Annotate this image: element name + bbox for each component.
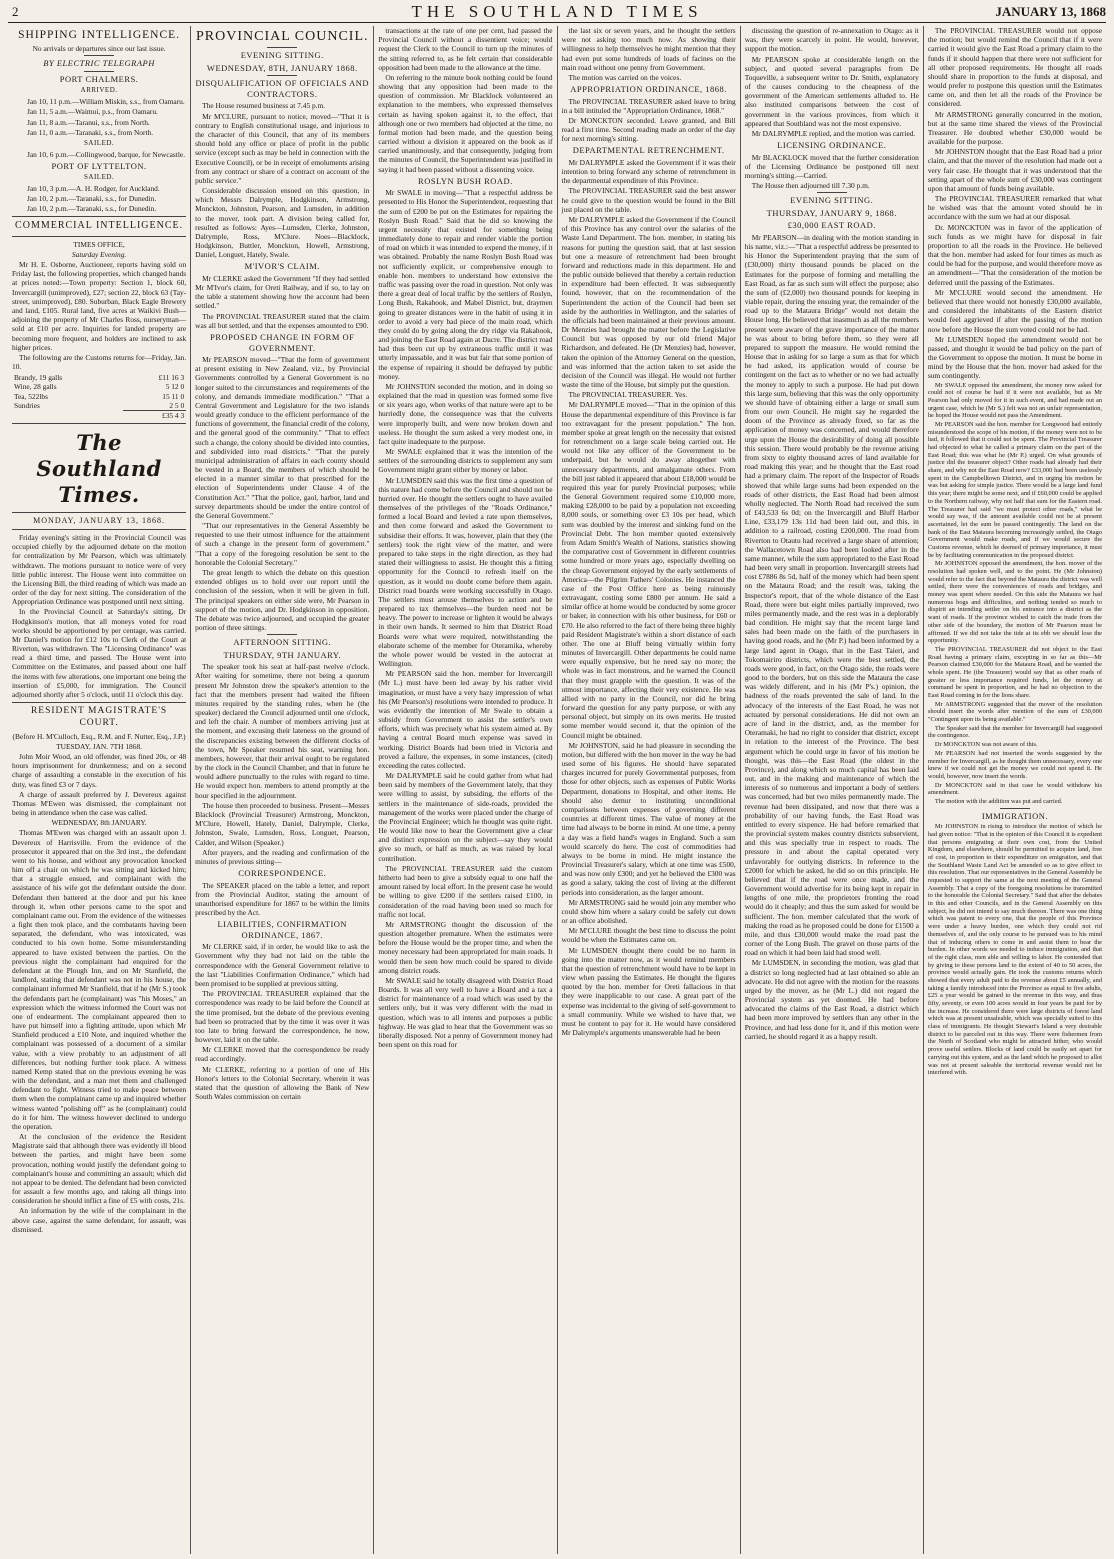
sitting-heading: EVENING SITTING. — [240, 50, 324, 61]
council-paragraph: The PROVINCIAL TREASURER stated that the claim was all but settled, and that the expenses amounted to £90. — [195, 311, 370, 330]
council-paragraph: The PROVINCIAL TREASURER said the custom hitherto had been to give a subsidy equal to one half the amount raised by local effort. In the present case he would be willing to give £200 if the settlers raised £100, in consideration of the road having been used so much for traffic not local. — [378, 863, 553, 919]
council-paragraph: Mr JOHNSTON opposed the amendment, the hon. mover of the resolution had spoken well, and to the point. He (Mr Johnston) would refer to the fact that beyond the Mataura the district was well settled, there were the conveniences of roads and bridges, and money was spent where needed. On this side the Mataura we had numerous bogs and difficulties, and nothing tended so much to dispirit an intending settler on his entrance into a district as the want of roads. If the province wished to catch the trade from the other side of the boundary, the motion of Mr Pearson must be affirmed. If we did not take the tide at its ebb we should lose the opportunity. — [927, 560, 1103, 645]
council-paragraph: Mr ARMSTRONG said he would join any member who could show him where a salary could be safely cut down or an office abolished. — [561, 897, 736, 926]
commercial-body: Mr H. E. Osborne, Auctioneer, reports having sold on Friday last, the following properties, which changed hands at prices noted:—Town property: Section 1, block 60, Invercargill (unimproved), £27; section 22, block 63 (Tay-street, unimproved), £80. Suburban, Black Eagle Brewery and land, £105. Rural land, five acres at Waikivi Bush—adjoining the property of Mr Charles Ross, nurseryman—sold at £10 per acre. Inquiries for landed property are becoming more frequent, and holders are inclined to ask higher prices. — [12, 260, 187, 352]
section-heading: M'IVOR'S CLAIM. — [244, 261, 320, 272]
customs-row — [12, 373, 186, 382]
column-3 — [374, 26, 557, 1554]
council-paragraph: Dr. MONCKTON was in favor of the application of such funds as we might have for disposal in fair proportion to all the roads in the Province. He believed that the hon. member had asked for four times as much as could be had for the purpose, and would therefore move as an amendment—"That the consideration of the motion be deferred until the passing of the Estimates. — [927, 222, 1103, 287]
column-4 — [558, 26, 741, 1554]
sailing-entry: Jan 10, 2 p.m.—Taranaki, s.s., for Dunedin. — [27, 194, 157, 204]
paper-title: The Southland Times. — [36, 430, 162, 508]
arrival-entry: Jan 11, 0 a.m.—Taranaki, s.s., from North. — [27, 127, 154, 137]
section-heading: APPROPRIATION ORDINANCE, 1868. — [570, 84, 727, 95]
council-paragraph: Mr PEARSON moved—"That the form of government at present existing in New Zealand, viz., by Provincial Governments controlled by a General Government is no longer suited to the circumstances and requirements of the colony, and demands immediate modification." "That a Central Government and Legislature for the two islands would greatly conduce to the efficient performance of the functions of government, the financial credit of the colony, and the general good of the community." "That to effect such a change, the colony should be divided into counties, and subdivided into road districts." "That the purely municipal administration of affairs in each county should be vested in a Board, the members of which should be elected in a manner similar to that prescribed for the election of Superintendents under Clause 4 of the Constitution Act." "That the police, gaol, harbor, land and survey departments should be under the entire control of the General Government." — [195, 355, 370, 520]
leader-dateline: MONDAY, JANUARY 13, 1868. — [33, 516, 165, 526]
arrived-label: ARRIVED. — [80, 86, 118, 95]
council-paragraph: Mr PEARSON—in dealing with the motion standing in his name, viz.:—"That a respectful address be presented to his Honor the Superintendent praying that the sum of (£30,000) thirty thousand pounds be placed on the Estimates for the purpose of forming and metalling the East Road, as far as such sum will effect the purpose; also the sum of (£2,000) two thousand pounds for keeping in viable repair, during the ensuing year, the remainder of the road up to the Mataura Bridge" would not detain the House long. He believed that inasmuch as all the members present were aware of the grave importance of the matter he was about to bring before them, so they were all prepared to support the measure. He would remind the House that in asking for so large a sum as that for which he had asked, its application would of course be contingent on the fact as to whether or no we had actually the money to apply to such a purpose. He had put down this large sum, believing that this was the only opportunity we should have of obtaining either a large or small sum from our own Council. He might say he regarded the doom of the Province as already fixed, so far as the application of money was concerned, and would therefore urge upon the House the desirability of doing all possible this session. There would probably be the revenue arising from sixty to eighty thousand acres of land available for road making this year; and he thought that the East road had a primary claim. The report of the Inspector of Roads showed that while large sums had been expended on the roads of other districts, the East Road had been almost wholly neglected. The North Road had received the sum of £43,533 6s 0d; on the Invercargill and Bluff Harbor Line, £33,179 13s 11d had been laid out, and this, in addition to a railroad, costing £200,000. The road from Riverton to Otautu had received a large share of attention; the Wallacetown Road also had been looked after in the same manner, while the sum appropriated to the East Road had been very small in proportion. Invercargill streets had cost £7886 8s 5d, half of the money which had been spent on the Mataura Road; and the result was, taking the Inspector's report, that of the whole distance of the East Road, there were but eight miles partially improved, two miles permanently made, and the rest was in a deplorably bad condition. He might say that the recent large land sales had been made on the faith of the purchasers in having good roads, and he (Mr P.) had been informed by a large land agent in Otago, that in the East Taieri, and Tokomairiro districts, which were the best settled, the roads were good, in fact, on the Otago side, the roads were good to the borders, but on this side the Mataura the case was widely different, and in his (Mr P's.) opinion, the badness of the roads prevented the sale of land. In the advocacy of the interests of the East Road, he was not actuated by personal considerations. He did not own an acre of land in the district, and, as the member for Oteramaki, he had no right to consider that district, except in relation to the interest of the Province. The best argument which he could urge in favor of his motion he thought, was this—the East Road (the oldest in the Province), and along which so much capital has been laid out, and in the making and maintenance of which the interests of so numerous and important a body of settlers was concerned, had but two miles permanently made. The revenue had been dissipated, and now that there was a probability of our having funds, the East Road was entitled to every sixpence. He had before remarked that the provincial system makes country districts subservient, and this was specially true in respect to roads. The pressure in and about the capital operated very unfavorably for outlying districts. In reference to the £2000 for which he asked, he did so on this principle. He believed that if the road were once made, and the Government would advertise for its being kept in repair in lengths of one mile, the proprietors fronting the road would do it cheaply; and thus the sum asked for would be sufficient. The hon. member calculated that the work of making the road as he proposed could be done for £1500 a mile, and thus £30,000 would make the road past the corner of the Long Bush. The gravel on those parts of the road on which it had been laid had stood well. — [744, 232, 919, 958]
council-paragraph: Mr LUMSDEN hoped the amendment would not be passed, and thought it would be bad policy on the part of the Government to oppose the motion. It must be borne in mind by the House that the hon. mover had asked for the sum contingently. — [927, 334, 1103, 381]
court-bench: (Before H. M'Culloch, Esq., R.M. and F. Nutter, Esq., J.P.) — [12, 731, 186, 741]
council-paragraph: Mr M'CLURE would second the amendment. He believed that there would not honestly £30,000 available, and considered the inhabitants of the Eastern district would feel aggrieved if after the passing of the motion now before the House the sum voted could not be had. — [927, 287, 1103, 334]
customs-item: Brandy, 19 galls — [14, 373, 63, 383]
commercial-heading: COMMERCIAL INTELLIGENCE. — [15, 220, 184, 232]
section-heading: DISQUALIFICATION OF OFFICIALS AND CONTRACTORS. — [195, 78, 370, 99]
council-paragraph: Mr CLERKE asked the Government "If they had settled Mr M'Ivor's claim, for Oreti Railway, and if so, to lay on the table a statement showing how the account had been settled." — [195, 273, 370, 311]
divider — [12, 512, 186, 513]
council-paragraph: Mr JOHNSTON seconded the motion, and in doing so explained that the road in question was formed some five or six years ago, when works of that nature were apt to be hurriedly done, the consequence was that the culverts were improperly built, and were now broken down and useless. He thought the sum asked a very modest one, in fact quite inadequate to the purpose. — [378, 381, 553, 446]
council-paragraph: Mr PEARSON said the hon. member for Invercargill (Mr L.) must have been led away by his rather vivid imagination, or must have a very hazy impression of what his (Mr Pearson's) resolutions were intended to produce. It was evidently the intention of Mr Swale to obtain a subsidy from Government to assist the settler's own efforts, which was precisely what his system aimed at. By having a central Board much expense was saved in working. District Boards had been tried in Victoria and proved a failure, the expenses, in some instances, (cited) exceeding the rates collected. — [378, 669, 553, 770]
council-paragraph: The PROVINCIAL TREASURER would not oppose the motion; but would remind the Council that if it were carried it would give the East Road a primary claim to the funds if it should happen that there were not sufficient for all other proposed requirements. He thought all roads should share in proportion to the funds at disposal, and would prefer to postpone this question until the Estimates came on, and then let all the roads of the Province be considered. — [927, 26, 1103, 109]
arrival-entry: Jan 11, 5 a.m.—Waimui, p.s., from Oamaru. — [27, 107, 158, 117]
column-2 — [191, 26, 374, 1554]
council-paragraph: Mr ARMSTRONG suggested that the mover of the resolution should insert the words after mention of the sum of £30,000 "Contingent upon its being available." — [927, 700, 1103, 724]
lyttelton-heading: PORT OF LYTTELTON. — [51, 160, 147, 171]
council-paragraph: The House resumed business at 7.45 p.m. — [202, 101, 326, 111]
sitting-date: THURSDAY, 9TH JANUARY. — [223, 649, 342, 660]
masthead-rule — [8, 22, 1106, 23]
council-paragraph: Mr LUMSDEN thought there could be no harm in going into the matter now, as it would remind members that the question of retrenchment would have to be kept in view when passing the Estimates. He thought the figures quoted by the hon. member for Oreti fallacious in that they were inapplicable to our case. A great part of the expense was incidental to the giving of self-government to a small community. While we wished to have that, we must be content to pay for it. He would have considered Mr Dalrymple's arguments unanswerable had he been — [561, 945, 736, 1038]
council-paragraph: The motion was carried on the voices. — [568, 72, 682, 82]
council-paragraph: Mr LUMSDEN said this was the first time a question of this nature had come before the Council and should not be hurried over. He thought the settlers ought to have availed themselves of the privileges of the "Roads Ordinance," formed a local Board and levied a rate upon themselves, and then come forward and asked the Government to subsidise their efforts. It was, however, plain that they (the settlers) took the right view of the matter, and were prepared to take steps in the right direction, as they had stated their willingness to assist. He thought this a fitting opportunity for the Council to refresh itself on the question, as it would no doubt come before them again. District road boards were working successfully in Otago. The settlers must arouse themselves to action and be prepared to tax themselves—the burden need not be heavy. The power to increase or lighten it would be always in their own hands. It seemed to him that District Road Boards were what were required, notwithstanding the elaborate scheme of the member for Oteramika, whereby the whole power would be vested in the autocrat at Wellington. — [378, 475, 553, 669]
council-paragraph: The house then proceeded to business. Present—Messrs Blacklock (Provincial Treasurer) Armstrong, Monckton, M'Clure, Howell, Hately, Daniel, Dalrymple, Clerke, Johnston, Swale, Lumsden, Ross, Longuet, Pearson, Calder, and Wilson (Speaker.) — [195, 800, 370, 847]
sailed-label: SAILED. — [84, 173, 115, 182]
council-paragraph: Mr DALRYMPLE moved—"That in the opinion of this House the departmental expenditure of this Province is far too extravagant for the present population." The hon. member spoke at great length on the necessity that existed for retrenchment on a large scale being carried out. He would not like any officer of the Government to be underpaid, but he would do away altogether with unnecessary departments, and amalgamate others. From the bill just tabled it appeared that about £18,000 would be required this year for purely Provincial purposes; while the General Government required some £10,000 more, making £28,000 to be paid by a population not exceeding 8,000 souls, or something over £3 10s per head, which sum was doubled by the interest and sinking fund on the Provincial Debt. The hon member quoted extensively from Adam Smith's Wealth of Nations, statistics showing the comparative cost of Government in different countries some hundred or more years ago, especially dwelling on the cheap Government enjoyed by the early settlements of America—the Pilgrim Fathers' Colonies. He instanced the case of the Post Office here as being ruinously extravagant, costing some £800 per annum. He said a similar office at home would be conducted by some grocer or baker, in connection with his other business, for £60 or £70. He also referred to the fact of there being three highly paid Resident Magistrate's within a short distance of each other. The one at Bluff being virtually within forty minutes of Invercargill. Other departments he could name were equally expensive, but he need say no more; the whole was in fact monstrous, and he warned the Council that they must grapple with the question. It was of the utmost importance, affecting their very existence. He was allied with no party in the Council, nor did he bring forward the question for any party purpose, or with any personal object, but simply on its own merits. He trusted some member would second it, that the opinion of the Council might be obtained. — [561, 400, 736, 740]
shipping-heading: SHIPPING INTELLIGENCE. — [18, 29, 181, 41]
divider — [817, 192, 847, 193]
council-paragraph: Mr SWALE explained that it was the intention of the settlers of the surrounding districts to supplement any sum Government might grant either by money or labor. — [378, 447, 553, 475]
council-paragraph: Dr MONCKTON was not aware of this. — [934, 741, 1038, 749]
arrival-entry: Jan 10, 11 p.m.—William Miskin, s.s., from Oamaru. — [27, 97, 185, 107]
sitting-heading: AFTERNOON SITTING. — [233, 637, 332, 648]
divider — [267, 47, 297, 48]
customs-row — [12, 392, 186, 401]
customs-item: Wine, 28 galls — [14, 382, 57, 392]
times-office: TIMES OFFICE, — [73, 239, 125, 249]
council-paragraph: After prayers, and the reading and confirmation of the minutes of previous sitting— — [195, 847, 370, 866]
council-paragraph: The PROVINCIAL TREASURER asked leave to bring in a bill intituled the "Appropriation Ordinance, 1868." — [561, 96, 736, 115]
customs-total-row — [12, 410, 186, 420]
divider — [267, 75, 297, 76]
divider — [84, 71, 114, 72]
council-paragraph: the last six or seven years, and he thought the settlers were not asking too much now. As showing their willingness to help themselves he might mention that they had even put some hundreds of loads of facines on the main road without one penny from Government. — [561, 26, 736, 72]
divider — [267, 634, 297, 635]
council-paragraph: The SPEAKER placed on the table a letter, and report from the Provincial Auditor, stating the amount of unauthorised expenditure for 1867 to be within the limits prescribed by the Act. — [195, 880, 370, 918]
masthead-date: JANUARY 13, 1868 — [995, 4, 1106, 19]
divider — [12, 216, 186, 217]
council-paragraph: The speaker took his seat at half-past twelve o'clock. After waiting for sometime, there not being a quorum present Mr Johnston drew the speaker's attention to the fact that the members present had waited the fifteen minutes required by the standing rules, when he (the speaker) declared the Council adjourned until one o'clock, and left the chair. A number of members arriving just at the moment, and excusing their lateness on the ground of the discrepancies existing between the different clocks of the town, Mr Speaker resumed his seat, warning hon. members, however, that their arrival ought to be regulated by the clock in the Council Chamber, and that in future he would adhere punctually to the rules with regard to time. He would expect hon. members to attend promptly at the hour specified in the adjournment. — [195, 662, 370, 800]
council-paragraph: The great length to which the debate on this question extended obliges us to hold over our report until the conclusion of the session, when it will be given in full. The principal speakers on either side were, Mr Pearson in support of the motion, and Dr. Hodgkinson in opposition. The debate was twice adjourned, and occupied the greater portion of three sittings. — [195, 567, 370, 633]
court-heading: RESIDENT MAGISTRATE'S COURT. — [30, 706, 168, 728]
council-paragraph: "That our representatives in the General Assembly be requested to use their utmost influence for the attainment of such a change in the present form of government." "That a copy of the foregoing resolution be sent to the honorable the Colonial Secretary." — [195, 521, 370, 567]
customs-value: £11 16 3 — [158, 373, 185, 383]
sitting-date: THURSDAY, JANUARY 9, 1868. — [766, 207, 897, 218]
saturday-evening: Saturday Evening. — [71, 249, 127, 259]
council-paragraph: Mr PEARSON had not inserted the words suggested by the member for Invercargill, as he thought them unnecessary, every one knew if we could not get the money we could not spend it. He would, however, now insert the words. — [927, 749, 1103, 780]
council-paragraph: The PROVINCIAL TREASURER. Yes. — [568, 390, 688, 400]
section-heading: DEPARTMENTAL RETRENCHMENT. — [572, 145, 725, 156]
section-heading: ROSLYN BUSH ROAD. — [418, 175, 513, 186]
council-paragraph: Mr DALRYMPLE asked the Government if it was their intention to bring forward any scheme of retrenchment in the departmental expenditure of this Province. — [561, 157, 736, 186]
section-heading: LICENSING ORDINANCE. — [777, 140, 887, 151]
customs-item: Tea, 522lbs — [14, 391, 48, 401]
council-paragraph: Mr SWALE in moving—"That a respectful address be presented to His Honor the Superintendent, requesting that the sum of £200 be put on the Estimates for repairing the Roslyn Bush Road." Said that he did so knowing the urgent necessity that existed for something being immediately done to repair and render viable the portion of road on which it was intended to expend the money, if it was obtained. Probably the name Roslyn Bush Road was not sufficiently explicit, or comprehensive enough to enable hon. members to understand how extensive the traffic was passing over the road in question. Not only was there a great deal of local traffic by the settlers of Roslyn, Long Bush, Rakahook, and Mabel District, but, draymen going to greater distances were in the habit of using it in order to avoid a very bad piece of the main road, which they could do by going along the dry ridge via Rakahook, and joining the East Road again at Dacre. The district road had thus been cut up by extraneous traffic until it was utterly impassable, and it was but fair that some portion of the expense of repairing it should be defrayed by public money. — [378, 188, 553, 381]
section-heading: LIABILITIES, CONFIRMATION ORDINANCE, 1867. — [217, 919, 348, 940]
council-heading: PROVINCIAL COUNCIL. — [196, 29, 369, 44]
council-paragraph: The motion with the addition was put and carried. — [934, 797, 1063, 805]
council-paragraph: Mr SWALE opposed the amendment, the money now asked for could not of course be had if it were not available, but as Mr Pearson had only moved for it in such event, and had made out an urgent case, which he (Mr S.) felt was not an unfair representation, he hoped the House would not pass the Amendment. — [927, 381, 1103, 420]
leader-paragraph: In the Provincial Council at Saturday's sitting, Dr Hodgkinson's motion, that all moneys voted for road works should be apportioned by per centage, was carried. Mr Daniel's motion for £12 10s to Clerk of the Court at Riverton, was withdrawn. The "Licensing Ordinance" was read a third time, and passed. The House went into Committee on the Estimates, and passed about one half the items with few alterations, one important one being the insertion of £5,000, for immigration. The Council adjourned shortly after 5 o'clock, until 11 o'clock this day. — [12, 607, 187, 699]
council-paragraph: Mr PEARSON said the hon. member for Longwood had entirely misunderstood the scope of his motion, if the money were not to be had, it followed that it could not be spent. The Provincial Treasurer had objected to what he called a primary claim on the part of the East Road; this was what he (Mr P.) urged. On what grounds of justice did the treasurer object? Other roads had already had their share, and why not the East Road now? £33,000 had been uselessly spent in the Campbelltown District, and in urging his motion he was but asking for simple justice. There would be a large land fund this year; there might be some next, and if £60,000 could be applied to the Northern railway, why not half that sum for the Eastern road. The Treasurer had said "we must protect other roads," what he would say was, if the amount available could not be at present ascertained, let the sum be passed contingently. The land on the bank of the East Mataura becoming increasingly settled, the Otago Government would make roads, and if we would secure the Customs revenue, which he deemed of primary importance, it must be by facilitating communication in the proposed district. — [927, 420, 1103, 559]
sitting-heading: EVENING SITTING. — [790, 195, 874, 206]
column-6 — [924, 26, 1106, 1554]
customs-value: 2 5 0 — [169, 400, 185, 410]
council-paragraph: Mr JOHNSTON thought that the East Road had a prior claim, and that the mover of the resolution had made out a very fair case. He thought that it was understood that the setting apart of the whole sum of £30,000 was contingent upon that amount of funds being available. — [927, 147, 1103, 193]
council-paragraph: Mr JOHNSTON, said he had pleasure in seconding the motion, but differed with the hon mover in the way he had used some of his figures. He should have separated charges incurred for purely Governmental purposes, from those for other objects, such as expenses of Public Works Department, donations to Hospital, and other items. He should also demur to instituting unconditional comparisons between expenses of governing different countries at different times. The value of money at the time had always to be borne in mind. At one time, a penny a day was a field hand's wages in England. Such a sum would scarcely do here. The cost of commodities had always to be borne in mind. He might instance the Provincial Treasurer's salary, which at one time was £500, and was now only £300; and yet he believed the £300 was as good a salary, taking the cost of living at the different periods into consideration, as the larger amount. — [561, 740, 736, 897]
telegraph-heading: BY ELECTRIC TELEGRAPH — [43, 58, 155, 69]
council-paragraph: Mr M'CLURE thought the best time to discuss the point would be when the Estimates came on. — [561, 926, 736, 945]
customs-table — [12, 373, 186, 420]
customs-value: 15 11 0 — [162, 391, 185, 401]
council-paragraph: On referring to the minute book nothing could be found showing that any opposition had been made to the question of commission. Mr Blacklock volunteered an explanation to the members, who expressed themselves certain as having spoken against it, to the effect, that although one or two members had objected at the time, no formal motion had been made, and the question being carried without a division it appeared on the book as if carried unanimously, and that consequently, judging from the minutes of Council, the Superintendent was justified in saying it had been passed without a dissenting voice. — [378, 72, 553, 174]
council-paragraph: Mr CLERKE moved that the correspondence be ready read accordingly. — [195, 1045, 370, 1064]
sitting-date: WEDNESDAY, 8TH, JANUARY 1868. — [206, 62, 358, 73]
customs-value: 5 12 0 — [165, 382, 185, 392]
leader-paragraph: Friday evening's sitting in the Provincial Council was occupied chiefly by the adjourned debate on the motion for centralization by Mr Pearson, which was ultimately withdrawn. The motions pursuant to notice were of very little public interest. The House went into committee on the Licensing Bill, the third reading of which was made an order of the day for next sitting. The consideration of the Appropriation Ordinance was postponed until next sitting. — [12, 533, 187, 607]
divider — [12, 702, 186, 703]
council-paragraph: Mr SWALE said he totally disagreed with District Road Boards. It was all very well to have a Board and a tax a district for maintenance of a road which was used by the settlers only, but it was very different with the road in question, which was to all intents and purposes a public highway. He was glad to hear that the Government was so liberally disposed. Not a penny of Government money had been spent on this road for — [378, 975, 553, 1050]
council-paragraph: Mr JOHNSTON in rising to introduce the motion of which he had given notice: "That in the opinion of this Council it is expedient that persons emigrating at their own cost, from the United Kingdom, and elsewhere, should be permitted to acquire land, free of cost, in proportion to their expenditure on emigration, and that the Southland Waste Land Act be amended so as to give effect to this resolution. That our representatives in the General Assembly be requested to support the same at the next meeting of the General Assembly. That a copy of the foregoing resolutions be transmitted to the honorable the Colonial Secretary." Said that after the debates in this and other Councils, and in the General Assembly on this subject, he did not intend to say much thereon. There was one thing which was patent to every one, that the people of this Province were under a heavy burden, one which they could not rid themselves of, and the only course to be pursued was to his mind that of inducing others to come in and assist them to bear the burden. In other words we needed to induce immigration, and that of the right class, men able and willing to labor. He contended that by giving to these persons land to the extent of 40 to 50 acres, the province would actually gain. He took the customs returns which showed that every adult paid to the revenue about £5 annually, and taking a family introduced into the Province as equal to five adults, £25 a year would be gained to the revenue in this way, and thus fifty, seventy, or even 100 acres would in four years be paid for by the increase. He considered there were large districts of forest land which was at present unsaleable, which was specially suited to this class of immigrants. He thought Stewart's Island a very desirable district to be parceled out in this way. There were fishermen from the North of Scotland who might be attracted hither, who would prove useful settlers. Blocks of land could be easily set apart for carrying out this system, and as the land which he proposed to allot was not at present saleable the territorial revenue would not be interfered with. — [927, 823, 1103, 1077]
court-paragraph: At the conclusion of the evidence the Resident Magistrate said that although there was evidently ill blood between the parties, and might have been some provocation, nothing would justify the defendant going to complainant's house and committing an assault; which did not appear to be denied. The defendant had been convicted for assault a few months ago, and taking all things into consideration he should inflict a fine of £5 with costs, 21s. — [12, 1132, 187, 1206]
council-paragraph: Mr DALRYMPLE said he could gather from what had been said by members of the Government lately, that they were willing to assist, by subsiding, the efforts of the settlers in the maintenance of side-roads, provided the management of the works were placed under the charge of the Provincial Engineer; which he thought was quite right. He would like now to hear the Government give a clear and distinct expression on the subject—say they would give so much, or half as much, as was raised by local contribution. — [378, 771, 553, 863]
council-paragraph: The PROVINCIAL TREASURER remarked that what he wished was that the amount voted should be in accordance with the sum we had at our disposal. — [927, 194, 1103, 222]
court-date: WEDNESDAY, 8th JANUARY. — [51, 818, 147, 828]
masthead-title: THE SOUTHLAND TIMES — [411, 2, 703, 21]
sailing-entry: Jan 10, 3 p.m.—A. H. Rodger, for Auckland. — [27, 183, 160, 193]
court-paragraph: An information by the wife of the complainant in the above case, against the same defendant, for assault, was dismissed. — [12, 1206, 187, 1234]
customs-row — [12, 382, 186, 391]
court-date: TUESDAY, JAN. 7TH 1868. — [56, 741, 142, 751]
section-heading: PROPOSED CHANGE IN FORM OF GOVERNMENT. — [210, 331, 355, 353]
council-paragraph: Mr ARMSTRONG thought the discussion of the question altogether premature. When the estimates were before the House would be the proper time, and when the money necessary had been appropriated for main roads. It would then be seen how much could be spared to divide among district roads. — [378, 919, 553, 975]
council-paragraph: Considerable discussion ensued on this question, in which Messrs Dalrymple, Hodgkinson, Armstrong, Monckton, Johnston, Pearson, and Lumsden, in addition to the mover, took part. A division being called for, resulted as follows: Ayes—Lumsden, Clerke, Johnston, Dalrymple, Ross, M'Clure. Noes—Blacklock, Hodgkinson, Buttler, Monckton, Howell, Armstrong, Daniel, Longuet, Hately, Swale. — [195, 186, 370, 260]
customs-intro: The following are the Customs returns for—Friday, Jan. 10. — [12, 352, 187, 372]
council-paragraph: Dr MONCKTON seconded. Leave granted, and Bill read a first time. Second reading made an order of the day for next morning's sitting. — [561, 115, 736, 144]
court-paragraph: John Moir Wood, an old offender, was fined 20s, or 48 hours imprisonment for drunkenness; and on a second charge of assaulting a constable in the execution of his duty, was fined £3 or 7 days. — [12, 752, 187, 789]
customs-total: £35 4 3 — [123, 410, 186, 420]
council-paragraph: Mr DALRYMPLE replied, and the motion was carried. — [751, 128, 916, 138]
divider — [1000, 808, 1030, 809]
council-paragraph: discussing the question of re-annexation to Otago: as it was, they were scarcely in point. He would, however, support the motion. — [744, 26, 919, 54]
divider — [12, 236, 186, 237]
council-paragraph: The House then adjourned till 7.30 p.m. — [751, 181, 870, 191]
port-chalmers-heading: PORT CHALMERS. — [59, 73, 139, 84]
council-paragraph: Mr M'CLURE, pursuant to notice, moved—"That it is contrary to English constitutional usage, and injurious to the character of this Council, that any of its members should hold any office or place of profit in the public service (except such as may be held in connection with the Executive Council), or be in receipt of emoluments arising from any contract or share of a contract on account of the public service." — [195, 111, 370, 185]
customs-row — [12, 401, 186, 411]
divider — [12, 529, 186, 530]
divider — [84, 55, 114, 56]
council-paragraph: The PROVINCIAL TREASURER said the best answer he could give to the question would be found in the Bill just placed on the table. — [561, 186, 736, 214]
section-heading: IMMIGRATION. — [981, 810, 1049, 821]
arrival-entry: Jan 11, 8 a.m.—Taranui, s.s., from North. — [27, 117, 150, 127]
sailed-label: SAILED. — [84, 138, 115, 147]
council-paragraph: transactions at the rate of one per cent, had passed the Provincial Council without a dissentient voice; would request the Clerk to the Council to turn up the minutes of the sitting referred to, as he felt certain that considerable opposition had been made to the allowance at the time. — [378, 26, 553, 72]
council-paragraph: Mr CLERKE said, if in order, he would like to ask the Government why they had not laid on the table the correspondence with the General Government relative to the last "Liabilities Confirmation Ordinance," which had been promised to be supplied at previous sitting. — [195, 942, 370, 988]
columns — [8, 26, 1106, 1554]
council-paragraph: The Speaker said that the member for Invercargill had suggested the contingence. — [927, 724, 1103, 740]
page-number: 2 — [12, 4, 19, 19]
masthead — [0, 0, 1114, 22]
council-paragraph: Dr MONCKTON said in that case he would withdraw his amendment. — [927, 781, 1103, 797]
divider — [12, 423, 186, 424]
council-paragraph: Mr DALRYMPLE asked the Government if the Council of this Province has any control over the salaries of the Waste Land Department. The hon. member, in stating his reasons for putting the question said, that at last session but one a measure of retrenchment had been brought forward and reductions made in this department. He and the public outside believed that thereby a certain reduction in expenditure had been effected. It was subsequently found, however, that on the recommendation of the Superintendent the action of the Council had been set aside by the authorities in Wellington, and the salaries of the officials had been maintained at their previous amount. Dr Menzies had brought the matter before the Legislative Council but was opposed by our old friend Major Richardson, and defeated. He (Dr Menzies) had, however, taken the opinion of the Attorney General on the question, and was informed that the action taken to set aside the decision of the Council was illegal. He would not further waste the time of the House, but simply put the question. — [561, 214, 736, 390]
council-paragraph: The PROVINCIAL TREASURER did not object to the East Road having a primary claim, excepting in so far as this—Mr Pearson claimed £30,000 for the Mataura Road, and he wanted the whole spent. He (the Treasurer) would say that as other roads of greater or less importance required funds, let the money at command be spent in proportion, and he had no objection to the East Road coming in for the lions share. — [927, 645, 1103, 700]
sailing-entry: Jan 10, 2 p.m.—Taranaki, s.s., for Dunedin. — [27, 204, 157, 214]
council-paragraph: Mr ARMSTRONG generally concurred in the motion, but at the same time shared the views of the Provincial Treasurer. He doubted whether £30,000 would be available for the purpose. — [927, 109, 1103, 147]
council-paragraph: Mr LUMSDEN, in seconding the motion, was glad that a district so long neglected had at last obtained so able an advocate. He did not agree with the motion for the reasons urged by the mover, as he (Mr L.) did not regard the Provincial system as yet doomed. He had before advocated the claims of the East Road, a district which had been more improved by settlers than any other in the Province, and had less done for it, and if this motion were carried, he should regard it as a happy result. — [744, 958, 919, 1041]
council-paragraph: The PROVINCIAL TREASURER explained that the correspondence was ready to be laid before the Council at the time promised, but the debate of the previous evening had been so protracted that by the time it was over it was too late to bring forward the correspondence, he now, however, laid it on the table. — [195, 989, 370, 1045]
customs-item: Sundries — [14, 400, 40, 410]
court-paragraph: Thomas M'Ewen was charged with an assault upon J. Devereux of Harrisville. From the evidence of the prosecutor it appeared that on the 3rd inst., the defendant went to his house, and without any provocation knocked him off a chair on which he was sitting and kicked him; that a struggle ensued, and complainant with the assistance of his wife got the defendant outside the door. Defendant then battered at the door and put his knee through it, when other persons came to the spot and complainant came out. From the evidence of the witnesses a fight then took place, and the combatants having been separated, the defendant, who was intoxicated, was conducted to his own home. Some misunderstanding appeared to have existed between the parties. On the previous night the complainant had enquired for the defendant at the Plough Inn, and on Mr Stanfield, the landlord, stating that defendant was not in his house, the complainant informed Mr Stanfield, that if he (Mr S.) took the defendants part he (complainant) was "his Moses," an expression which the witness informed the Court was not one of endearment. The complainant appeared then to have put himself into a fighting attitude, upon which Mr Stanfield produced a £10 Note, and inquired whether the complainant was possessed of a document of a similar value, with a view probably to an adjustment of all differences, but nothing further took place. A witness named Kemp stated that on the previous evening he was with the defendant, and a man met them and challenged defendant to fight. Witness tried to make peace between them when the complainant came up and inquired whether witness wanted "polishing off" as he (complainant) could do it for him. The witness however declined to undergo the operation. — [12, 828, 187, 1131]
section-heading: £30,000 EAST ROAD. — [787, 220, 876, 231]
council-paragraph: Mr CLERKE, referring to a portion of one of His Honor's letters to the Colonial Secretary, wherein it was stated that the question of allowing the Bank of New South Wales commission on certain — [195, 1064, 370, 1102]
council-paragraph: Mr PEARSON spoke at considerable length on the subject, and quoted several paragraphs from De Toqueville, a subsequent writer to Dr. Smith, explanatory of the causes conducing to the cheapness of the government of the American settlements alluded to. He also instituted comparisons between the cost of government in the various provinces, from which it appeared that Southland was not the most expensive. — [744, 54, 919, 128]
column-5 — [741, 26, 924, 1554]
sailing-entry: Jan 10, 6 p.m.—Collingwood, barque, for Newcastle. — [27, 149, 186, 159]
court-paragraph: A charge of assault preferred by J. Devereux against Thomas M'Ewen was dismissed, the complainant not being in attendance when the case was called. — [12, 789, 187, 818]
column-1 — [8, 26, 191, 1554]
council-paragraph: Mr BLACKLOCK moved that the further consideration of the Licensing Ordinance be postponed till next morning's sitting.—Carried. — [744, 152, 919, 180]
section-heading: CORRESPONDENCE. — [238, 868, 327, 879]
shipping-note: No arrivals or departures since our last issue. — [32, 44, 166, 54]
